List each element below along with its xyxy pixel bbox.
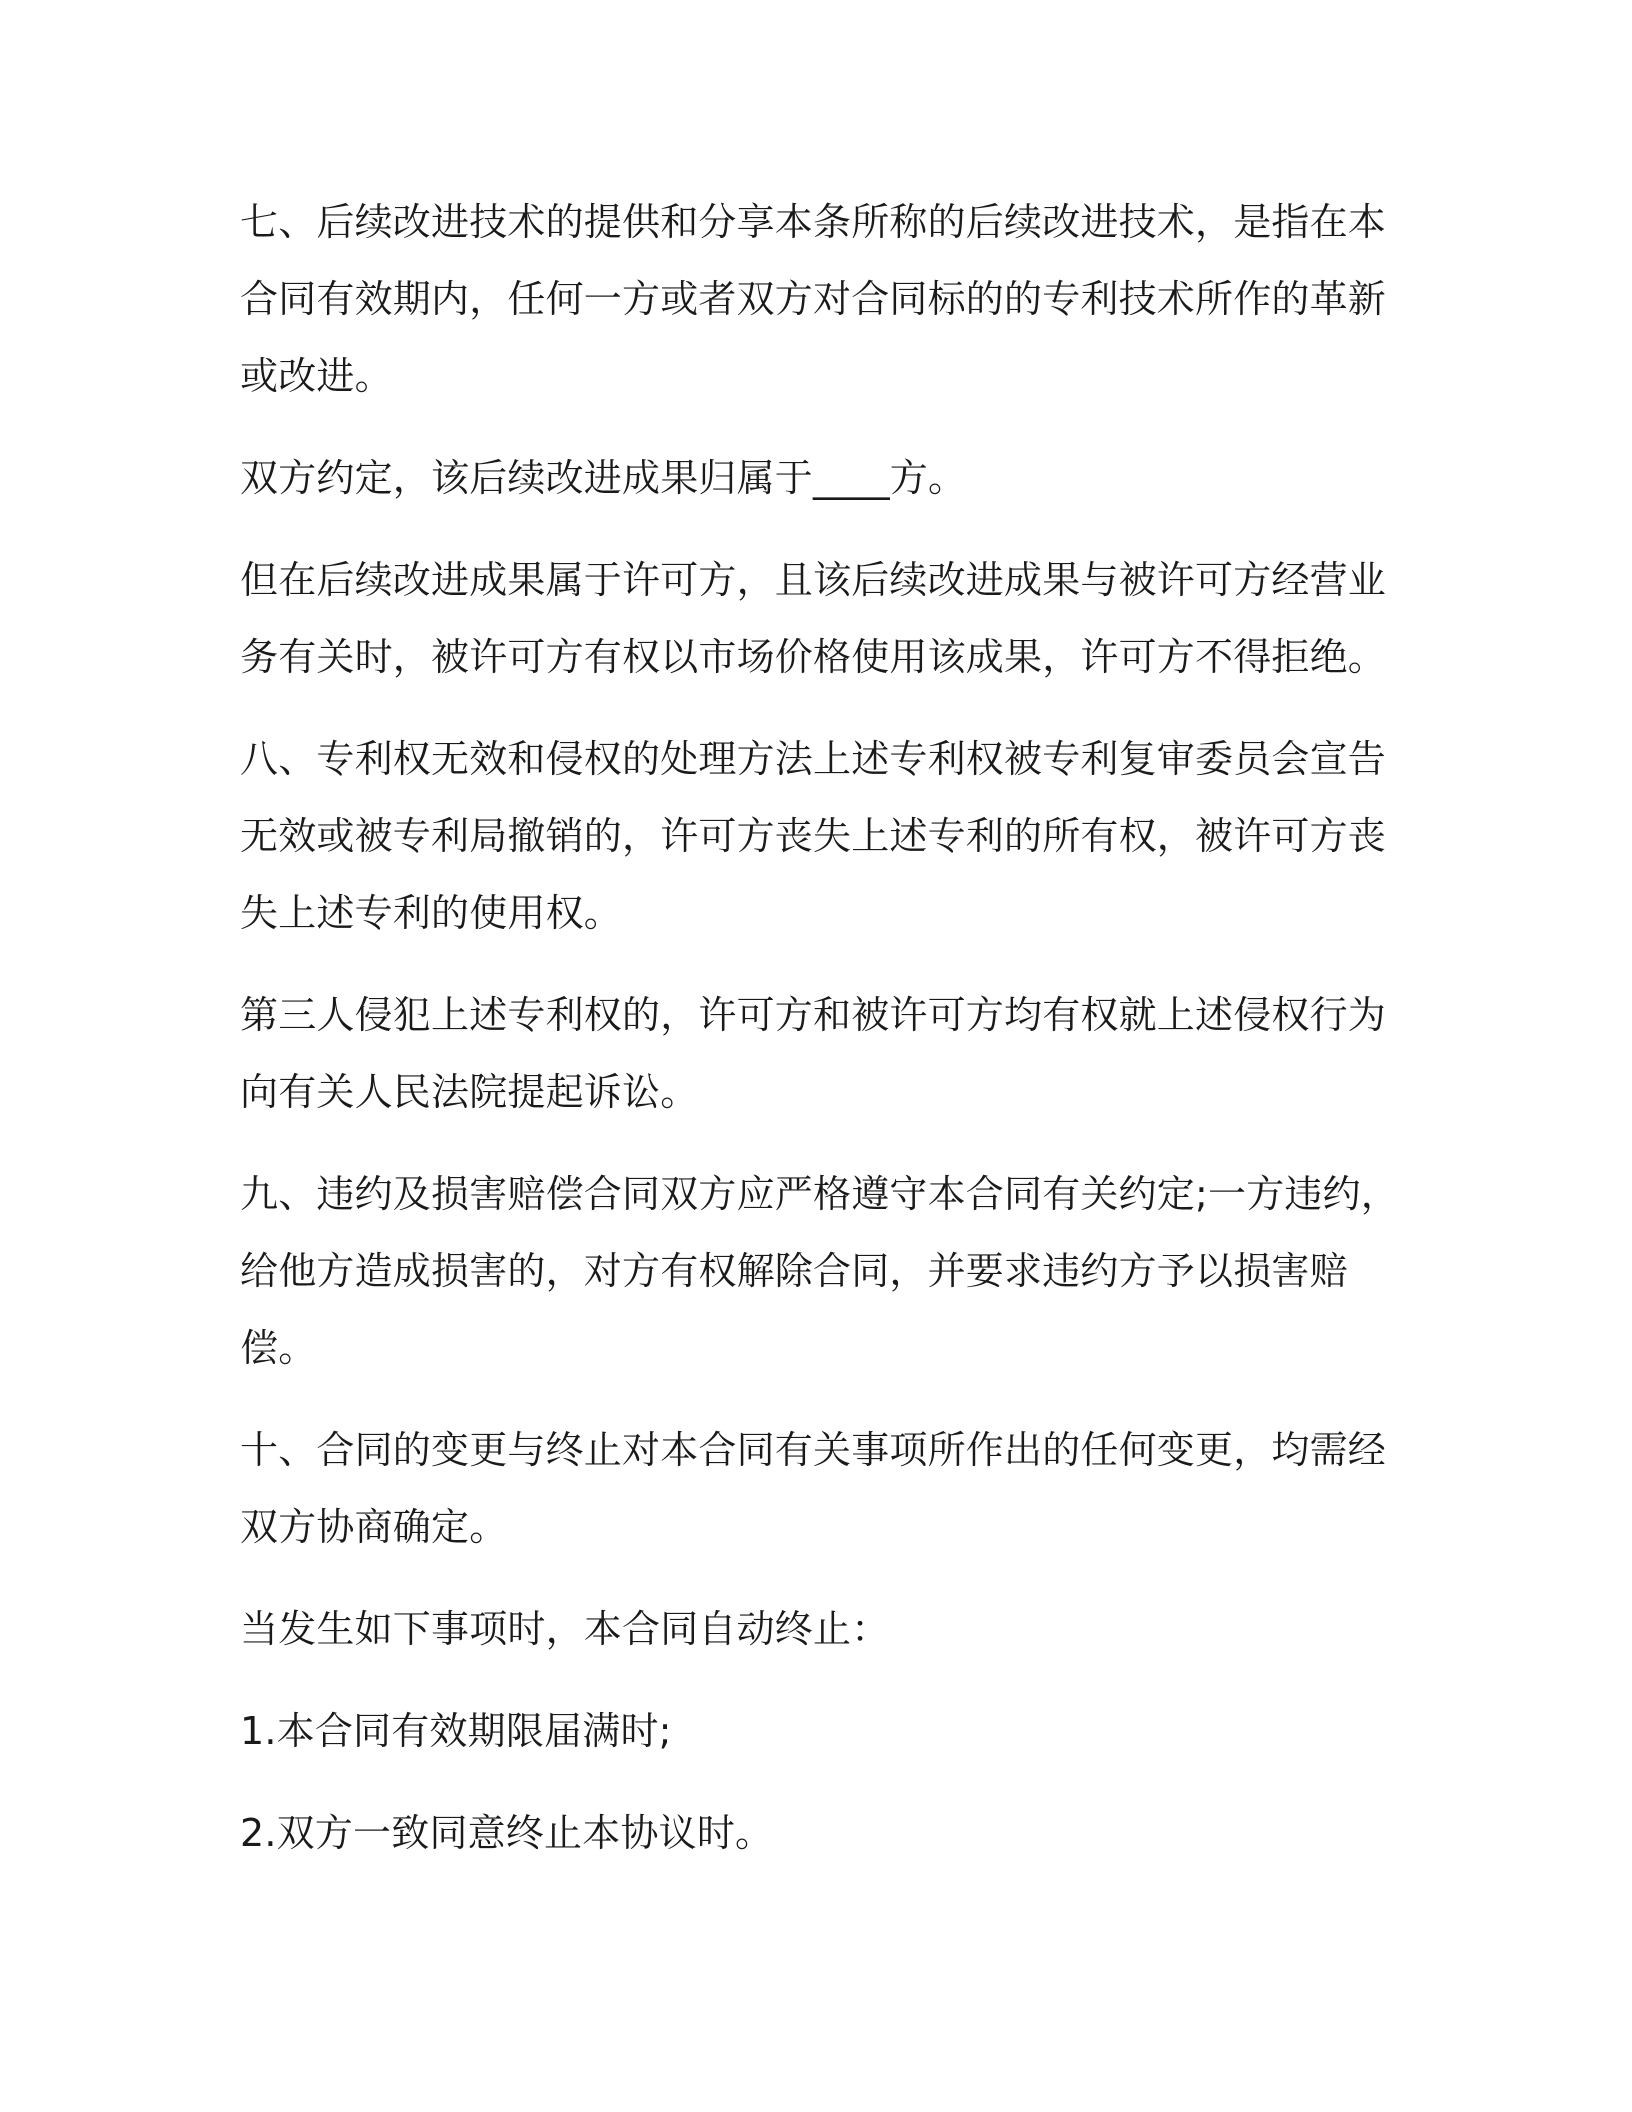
list-item-termination-1: 1.本合同有效期限届满时;	[240, 1709, 672, 1753]
paragraph-licensor-use: 但在后续改进成果属于许可方，且该后续改进成果与被许可方经营业务有关时，被许可方有权以市场价格使用该成果，许可方不得拒绝。	[240, 558, 1387, 679]
paragraph-clause-9: 九、违约及损害赔偿合同双方应严格遵守本合同有关约定;一方违约，给他方造成损害的，对方有权解除合同，并要求违约方予以损害赔偿。	[240, 1172, 1400, 1370]
list-item-termination-2: 2.双方一致同意终止本协议时。	[240, 1811, 774, 1855]
paragraph-third-party: 第三人侵犯上述专利权的，许可方和被许可方均有权就上述侵权行为向有关人民法院提起诉讼。	[240, 993, 1387, 1114]
paragraph-termination-intro: 当发生如下事项时，本合同自动终止：	[240, 1607, 890, 1651]
paragraph-clause-7: 七、后续改进技术的提供和分享本条所称的后续改进技术，是指在本合同有效期内，任何一方或者双方对合同标的的专利技术所作的革新或改进。	[240, 200, 1387, 398]
paragraph-ownership: 双方约定，该后续改进成果归属于____方。	[240, 456, 967, 500]
paragraph-clause-10: 十、合同的变更与终止对本合同有关事项所作出的任何变更，均需经双方协商确定。	[240, 1428, 1387, 1549]
paragraph-clause-8: 八、专利权无效和侵权的处理方法上述专利权被专利复审委员会宣告无效或被专利局撤销的，许可方丧失上述专利的所有权，被许可方丧失上述专利的使用权。	[240, 737, 1387, 935]
